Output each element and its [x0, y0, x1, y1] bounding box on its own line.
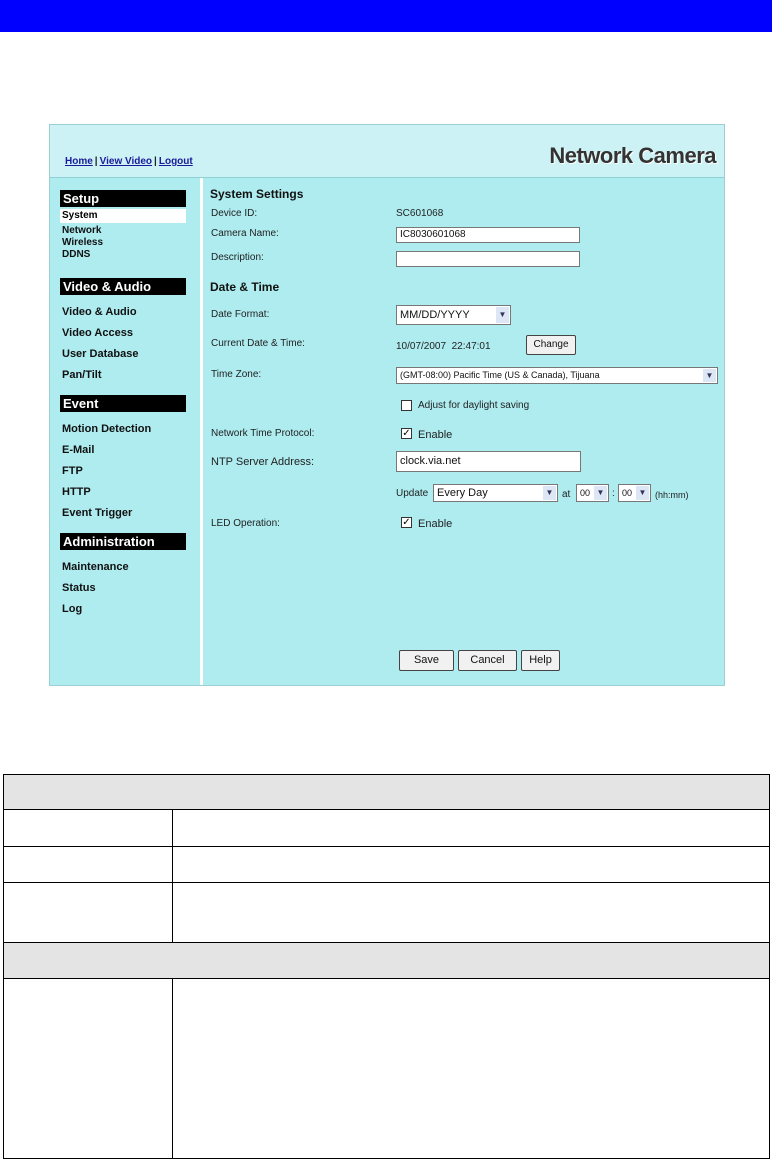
- date-format-value: MM/DD/YYYY: [400, 309, 470, 321]
- table-header-row: [3, 943, 770, 979]
- sidebar-section-video-audio: Video & Audio: [60, 278, 186, 295]
- hour-value: 00: [580, 488, 591, 498]
- cancel-button[interactable]: Cancel: [458, 650, 517, 671]
- sidebar-item-email[interactable]: E-Mail: [62, 444, 95, 456]
- current-date-time-label: Current Date & Time:: [211, 338, 305, 349]
- sidebar-item-video-audio[interactable]: Video & Audio: [62, 306, 137, 318]
- time-zone-label: Time Zone:: [211, 369, 262, 380]
- update-frequency-value: Every Day: [437, 487, 488, 499]
- sidebar-item-motion-detection[interactable]: Motion Detection: [62, 423, 152, 435]
- system-settings-title: System Settings: [210, 187, 304, 201]
- chevron-down-icon: ▼: [496, 307, 509, 323]
- save-button[interactable]: Save: [399, 650, 454, 671]
- camera-web-ui: [49, 124, 725, 686]
- sidebar-item-status[interactable]: Status: [62, 582, 96, 594]
- time-zone-value: (GMT-08:00) Pacific Time (US & Canada), Tijuana: [400, 370, 600, 380]
- title-bar: [0, 0, 772, 32]
- sidebar-section-administration: Administration: [60, 533, 186, 550]
- time-zone-select[interactable]: [396, 367, 718, 384]
- sidebar-section-event: Event: [60, 395, 186, 412]
- sidebar-item-pan-tilt[interactable]: Pan/Tilt: [62, 369, 102, 381]
- update-frequency-select[interactable]: [433, 484, 558, 502]
- sidebar-item-event-trigger[interactable]: Event Trigger: [62, 507, 133, 519]
- nav-separator: |: [94, 156, 98, 167]
- update-label: Update: [396, 488, 429, 499]
- daylight-saving-checkbox[interactable]: [401, 400, 412, 411]
- column-divider: [172, 847, 173, 882]
- sidebar-item-log[interactable]: Log: [62, 603, 83, 615]
- column-divider: [172, 979, 173, 1158]
- sidebar-item-ftp[interactable]: FTP: [62, 465, 83, 477]
- current-date-time-value: 10/07/2007 22:47:01: [396, 341, 491, 352]
- ntp-server-label: NTP Server Address:: [211, 456, 315, 468]
- home-link[interactable]: Home: [65, 156, 93, 167]
- description-label: Description:: [211, 252, 264, 263]
- sidebar: [50, 178, 200, 685]
- time-colon: :: [612, 488, 615, 499]
- device-id-label: Device ID:: [211, 208, 258, 219]
- sidebar-item-system[interactable]: System: [60, 209, 186, 223]
- led-enable-label: Enable: [418, 518, 453, 530]
- table-row: [3, 810, 770, 847]
- hour-select[interactable]: [576, 484, 609, 502]
- minute-value: 00: [622, 488, 633, 498]
- led-operation-label: LED Operation:: [211, 518, 280, 529]
- sidebar-item-wireless[interactable]: Wireless: [62, 237, 104, 248]
- sidebar-item-video-access[interactable]: Video Access: [62, 327, 133, 339]
- top-nav: [65, 156, 193, 167]
- chevron-down-icon: ▼: [703, 369, 716, 382]
- table-row: [3, 979, 770, 1159]
- ntp-server-field[interactable]: clock.via.net: [396, 451, 581, 472]
- device-id-value: SC601068: [396, 208, 444, 219]
- logout-link[interactable]: Logout: [158, 156, 193, 167]
- sidebar-item-user-database[interactable]: User Database: [62, 348, 139, 360]
- ntp-enable-label: Enable: [418, 429, 453, 441]
- ntp-label: Network Time Protocol:: [211, 428, 315, 439]
- table-header-row: [3, 774, 770, 810]
- column-divider: [172, 883, 173, 942]
- change-button[interactable]: Change: [526, 335, 576, 355]
- daylight-saving-label: Adjust for daylight saving: [418, 400, 530, 411]
- sidebar-item-ddns[interactable]: DDNS: [62, 249, 91, 260]
- time-format-hint: (hh:mm): [655, 490, 689, 500]
- settings-panel: [203, 178, 724, 685]
- table-row: [3, 847, 770, 883]
- led-enable-checkbox[interactable]: ✓: [402, 517, 411, 528]
- camera-name-label: Camera Name:: [211, 228, 279, 239]
- chevron-down-icon: ▼: [594, 486, 607, 500]
- at-label: at: [562, 489, 571, 500]
- camera-name-field[interactable]: IC8030601068: [396, 227, 580, 243]
- sidebar-item-maintenance[interactable]: Maintenance: [62, 561, 129, 573]
- chevron-down-icon: ▼: [636, 486, 649, 500]
- sidebar-item-http[interactable]: HTTP: [62, 486, 91, 498]
- chevron-down-icon: ▼: [543, 486, 556, 500]
- description-field[interactable]: [396, 251, 580, 267]
- sidebar-section-setup: Setup: [60, 190, 186, 207]
- minute-select[interactable]: [618, 484, 651, 502]
- date-time-title: Date & Time: [210, 280, 280, 294]
- date-format-label: Date Format:: [211, 309, 270, 320]
- brand-logo: Network Camera: [549, 143, 716, 168]
- sidebar-item-network[interactable]: Network: [62, 225, 102, 236]
- table-row: [3, 883, 770, 943]
- header: [50, 125, 724, 178]
- date-format-select[interactable]: [396, 305, 511, 325]
- ntp-enable-checkbox[interactable]: ✓: [402, 428, 411, 439]
- view-video-link[interactable]: View Video: [99, 156, 153, 167]
- column-divider: [172, 810, 173, 846]
- help-button[interactable]: Help: [521, 650, 560, 671]
- nav-separator: |: [154, 156, 157, 167]
